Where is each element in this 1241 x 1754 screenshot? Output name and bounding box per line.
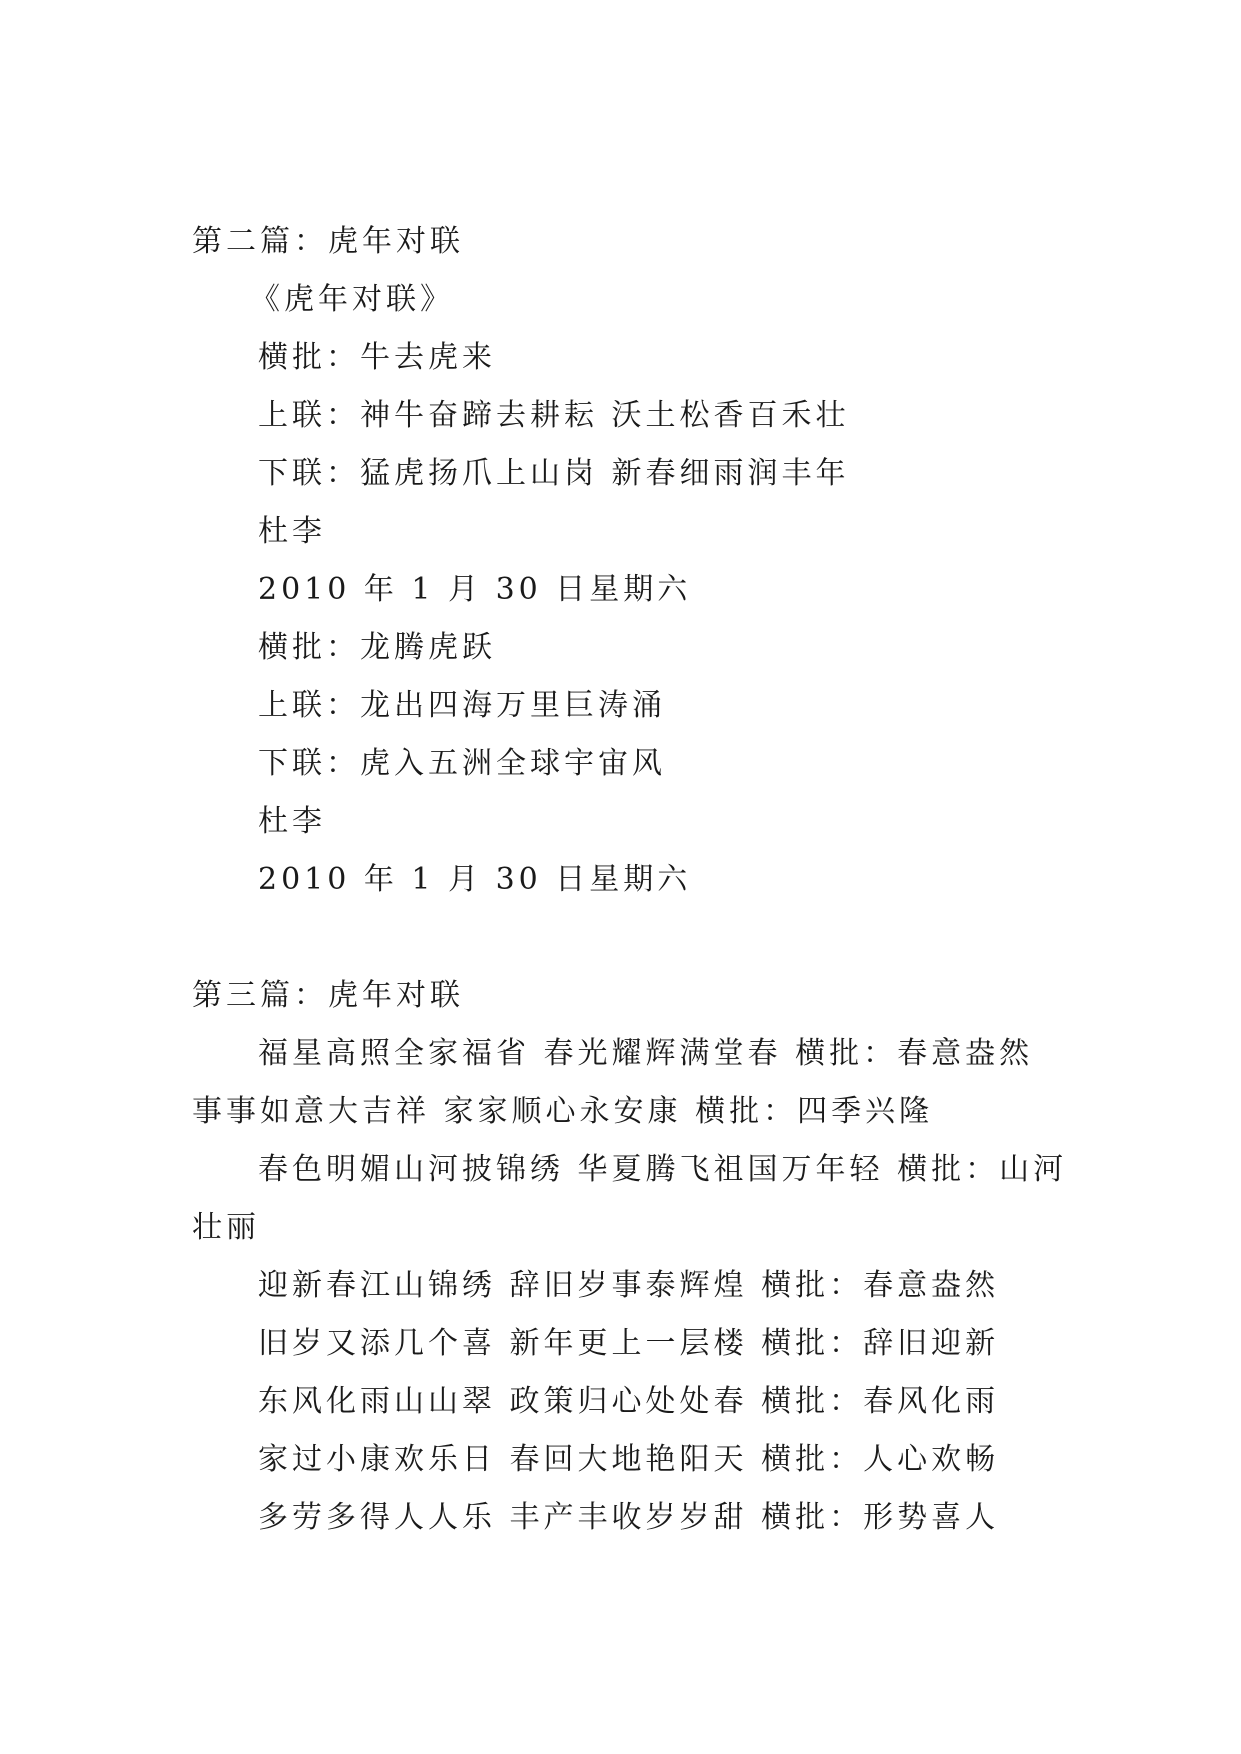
couplet-line: 壮丽 xyxy=(192,1210,260,1245)
couplet-title: 《虎年对联》 xyxy=(250,282,454,317)
couplet-lower: 下联：虎入五洲全球宇宙风 xyxy=(258,746,666,781)
couplet-line: 春色明媚山河披锦绣 华夏腾飞祖国万年轻 横批：山河 xyxy=(258,1152,1068,1187)
couplet-line: 旧岁又添几个喜 新年更上一层楼 横批：辞旧迎新 xyxy=(258,1326,1000,1361)
couplet-date: 2010 年 1 月 30 日星期六 xyxy=(258,572,692,607)
couplet-author: 杜李 xyxy=(258,514,326,549)
couplet-line: 东风化雨山山翠 政策归心处处春 横批：春风化雨 xyxy=(258,1384,1000,1419)
section-heading: 第二篇：虎年对联 xyxy=(192,224,464,259)
couplet-lower: 下联：猛虎扬爪上山岗 新春细雨润丰年 xyxy=(258,456,850,491)
couplet-line: 迎新春江山锦绣 辞旧岁事泰辉煌 横批：春意盎然 xyxy=(258,1268,1000,1303)
couplet-line: 事事如意大吉祥 家家顺心永安康 横批：四季兴隆 xyxy=(192,1094,934,1129)
couplet-hengpi: 横批：牛去虎来 xyxy=(258,340,496,375)
couplet-author: 杜李 xyxy=(258,804,326,839)
couplet-upper: 上联：神牛奋蹄去耕耘 沃土松香百禾壮 xyxy=(258,398,850,433)
couplet-date: 2010 年 1 月 30 日星期六 xyxy=(258,862,692,897)
couplet-hengpi: 横批：龙腾虎跃 xyxy=(258,630,496,665)
couplet-line: 多劳多得人人乐 丰产丰收岁岁甜 横批：形势喜人 xyxy=(258,1500,1000,1535)
section-heading: 第三篇：虎年对联 xyxy=(192,978,464,1013)
couplet-line: 家过小康欢乐日 春回大地艳阳天 横批：人心欢畅 xyxy=(258,1442,1000,1477)
couplet-line: 福星高照全家福省 春光耀辉满堂春 横批：春意盎然 xyxy=(258,1036,1034,1071)
couplet-upper: 上联：龙出四海万里巨涛涌 xyxy=(258,688,666,723)
